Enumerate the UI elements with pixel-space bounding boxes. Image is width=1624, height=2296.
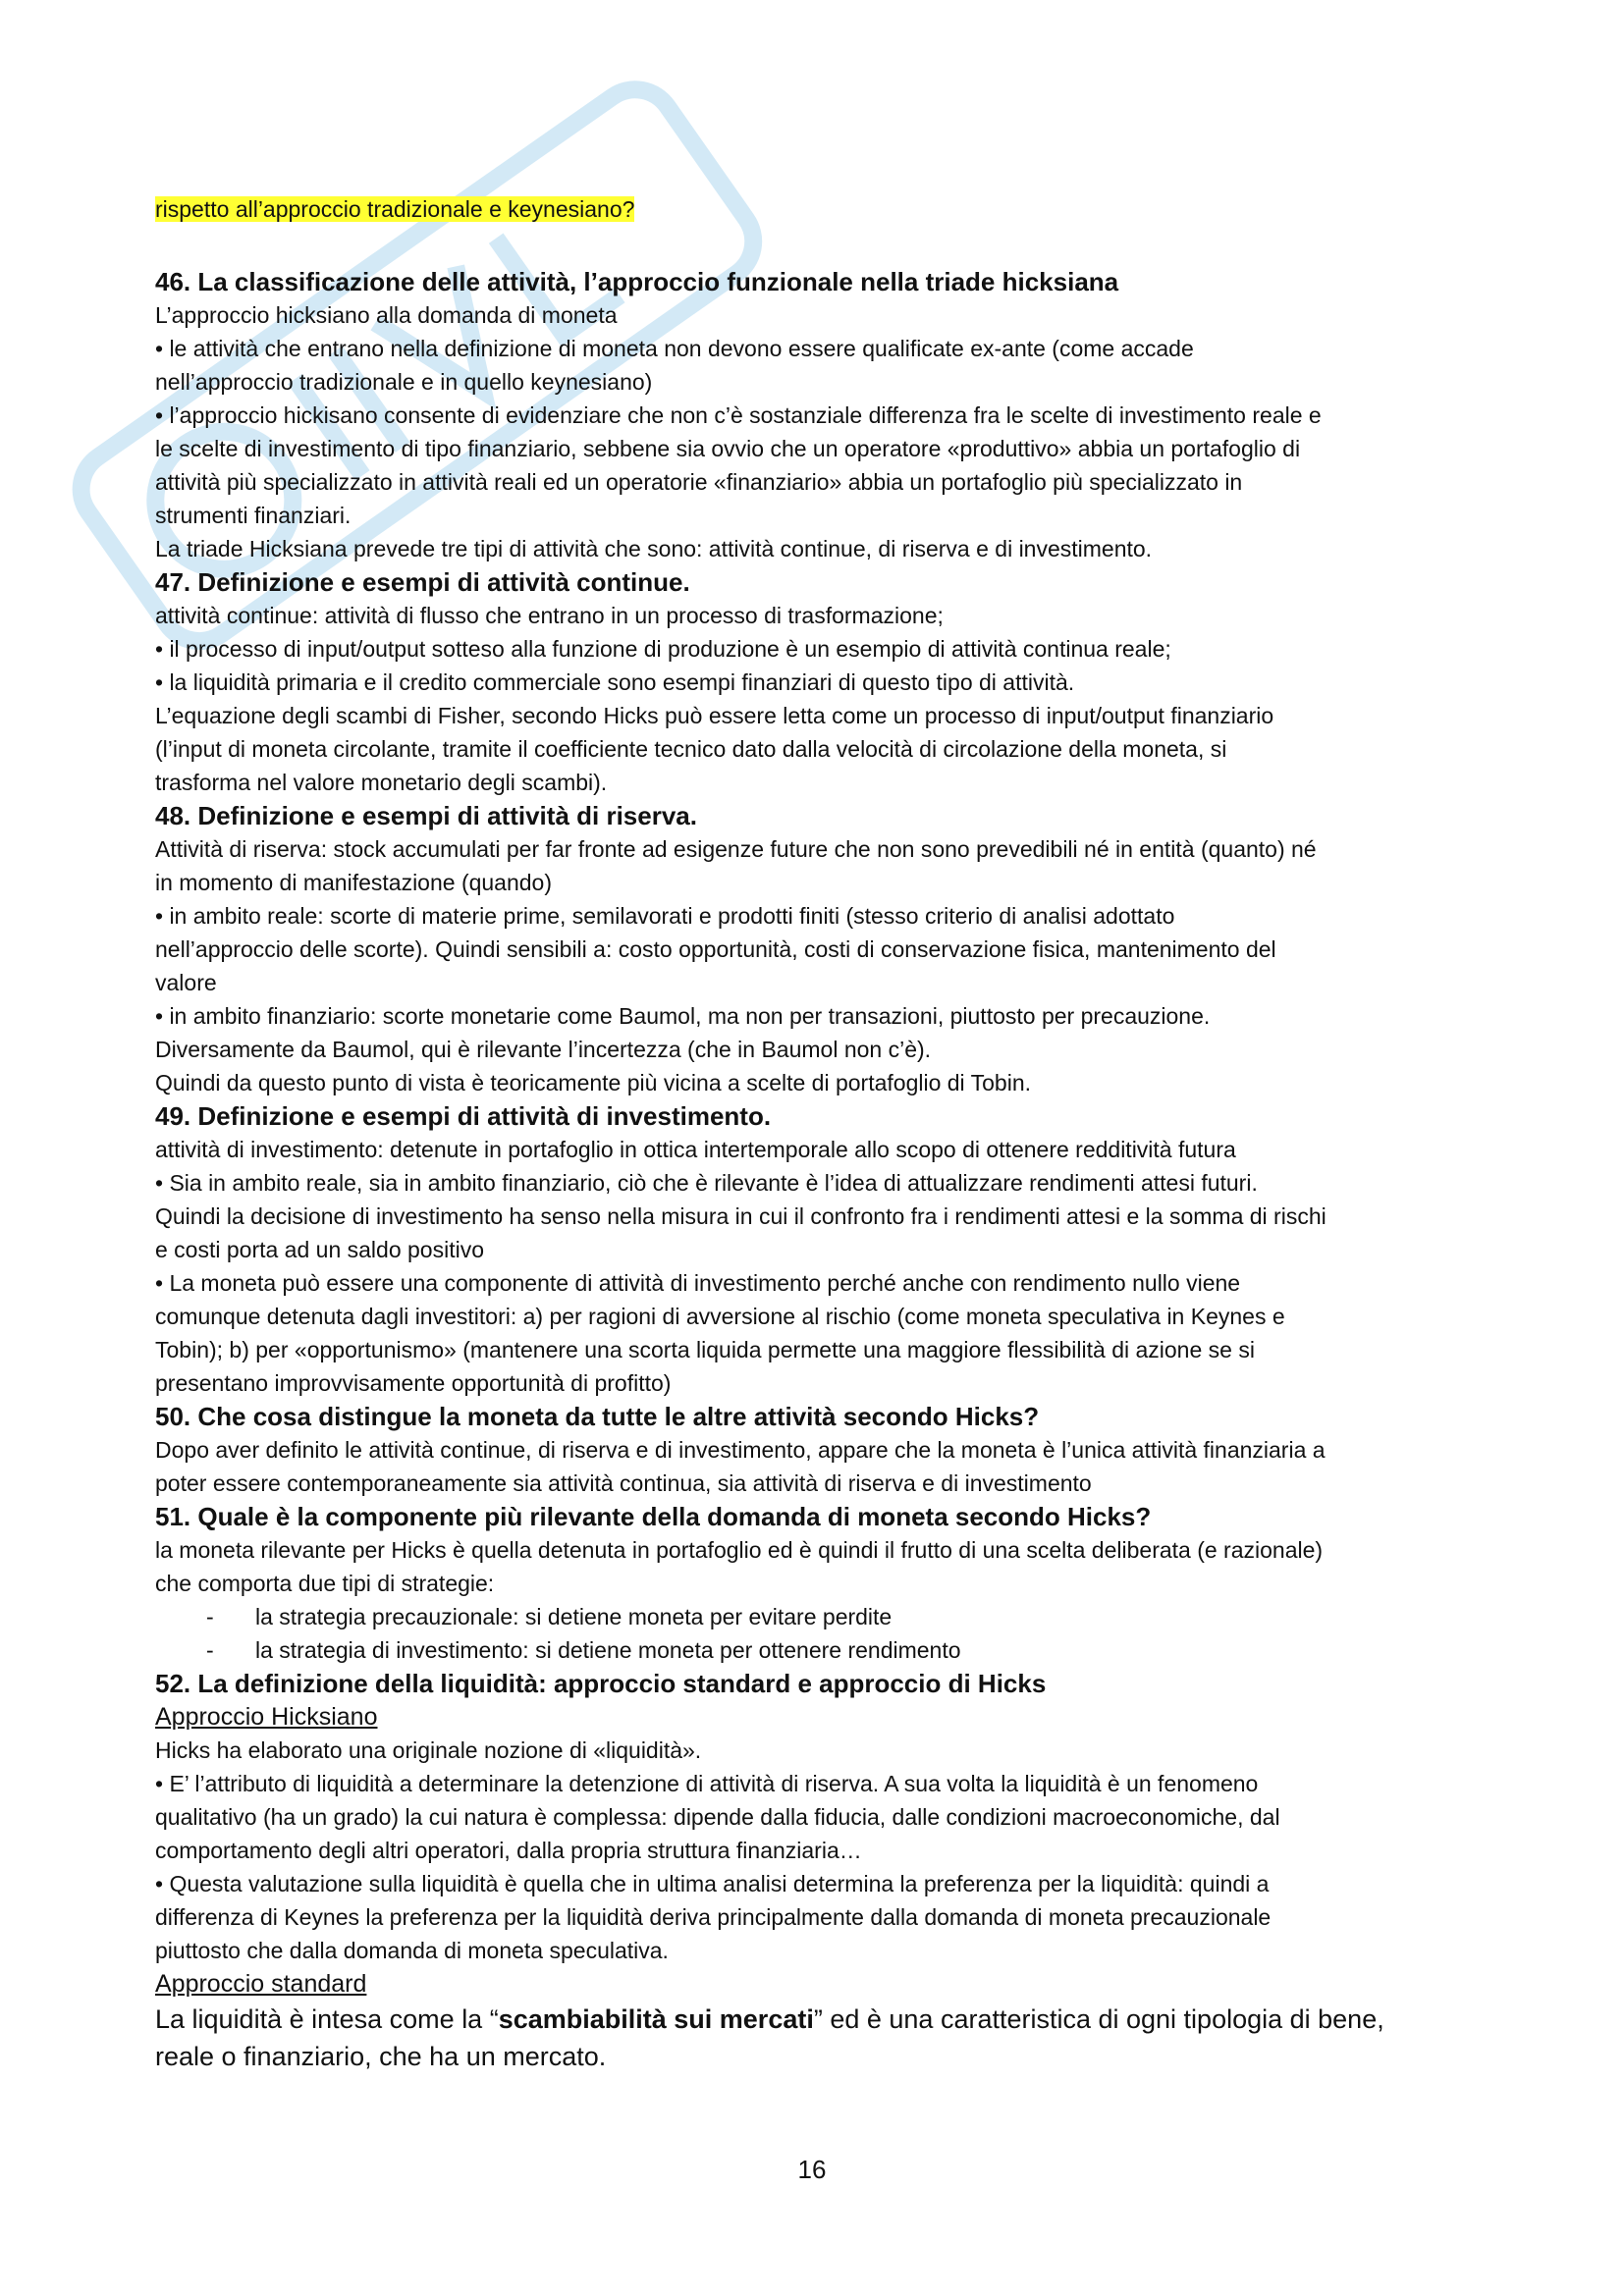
section-48-heading: 48. Definizione e esempi di attività di riserva. — [155, 801, 697, 830]
dash-list-item — [155, 1633, 1490, 1667]
subheading-standard-approach: Approccio standard — [155, 1970, 367, 1998]
section-46-line: strumenti finanziari. — [155, 503, 352, 528]
section-49-line: attività di investimento: detenute in portafoglio in ottica intertemporale allo scopo di ottenere redditività futura — [155, 1137, 1236, 1162]
section-51-line: la moneta rilevante per Hicks è quella detenuta in portafoglio ed è quindi il frutto di una scelta deliberata (e razionale) — [155, 1537, 1324, 1563]
section-46-line: La triade Hicksiana prevede tre tipi di attività che sono: attività continue, di riserva e di investimento. — [155, 536, 1153, 561]
section-52-line: • E’ l’attributo di liquidità a determinare la detenzione di attività di riserva. A sua volta la liquidità è un fenomeno — [155, 1771, 1259, 1796]
highlighted-question: rispetto all’approccio tradizionale e keynesiano? — [155, 196, 635, 222]
section-49-line: • La moneta può essere una componente di attività di investimento perché anche con rendimento nullo viene — [155, 1270, 1241, 1296]
section-48-line: Quindi da questo punto di vista è teoricamente più vicina a scelte di portafoglio di Tobin. — [155, 1070, 1032, 1095]
section-47-line: L’equazione degli scambi di Fisher, secondo Hicks può essere letta come un processo di input/output finanziario — [155, 703, 1274, 728]
section-49-line: Quindi la decisione di investimento ha senso nella misura in cui il confronto fra i rendimenti attesi e la somma di rischi — [155, 1203, 1326, 1229]
section-47-line: trasforma nel valore monetario degli scambi). — [155, 770, 608, 795]
section-47-line: attività continue: attività di flusso che entrano in un processo di trasformazione; — [155, 603, 944, 628]
page-number: 16 — [797, 2155, 827, 2184]
section-47-line: (l’input di moneta circolante, tramite il coefficiente tecnico dato dalla velocità di circolazione della moneta, si — [155, 736, 1227, 762]
dash-list-text: la strategia precauzionale: si detiene moneta per evitare perdite — [255, 1604, 893, 1629]
section-49-line: presentano improvvisamente opportunità di profitto) — [155, 1370, 672, 1396]
section-47-line: • la liquidità primaria e il credito commerciale sono esempi finanziari di questo tipo di attività. — [155, 669, 1075, 695]
section-49-heading: 49. Definizione e esempi di attività di investimento. — [155, 1101, 772, 1131]
section-52-line: • Questa valutazione sulla liquidità è quella che in ultima analisi determina la preferenza per la liquidità: quindi a — [155, 1871, 1270, 1896]
section-48-line: • in ambito finanziario: scorte monetarie come Baumol, ma non per transazioni, piuttosto per precauzione. — [155, 1003, 1211, 1029]
intro-line — [155, 192, 1490, 226]
subheading-hicksian-approach: Approccio Hicksiano — [155, 1703, 378, 1731]
dash-list-item — [155, 1600, 1490, 1633]
section-50-heading: 50. Che cosa distingue la moneta da tutte le altre attività secondo Hicks? — [155, 1402, 1040, 1431]
section-46-line: attività più specializzato in attività reali ed un operatorie «finanziario» abbia un portafoglio più specializzato in — [155, 469, 1243, 495]
definition-bold-term: scambiabilità sui mercati — [498, 2004, 814, 2034]
standard-definition-line: reale o finanziario, che ha un mercato. — [155, 2042, 607, 2071]
section-52-line: comportamento degli altri operatori, dalla propria struttura finanziaria… — [155, 1838, 862, 1863]
section-52-line: differenza di Keynes la preferenza per la liquidità deriva principalmente dalla domanda di moneta precauzionale — [155, 1904, 1272, 1930]
section-48-line: Diversamente da Baumol, qui è rilevante l’incertezza (che in Baumol non c’è). — [155, 1037, 932, 1062]
section-48-line: nell’approccio delle scorte). Quindi sensibili a: costo opportunità, costi di conservazione fisica, mantenimento del — [155, 936, 1276, 962]
section-46-line: • le attività che entrano nella definizione di moneta non devono essere qualificate ex-ante (come accade — [155, 336, 1194, 361]
section-49-line: comunque detenuta dagli investitori: a) per ragioni di avversione al rischio (come moneta speculativa in Keynes e — [155, 1304, 1285, 1329]
section-52-line: piuttosto che dalla domanda di moneta speculativa. — [155, 1938, 669, 1963]
section-51-line: che comporta due tipi di strategie: — [155, 1571, 495, 1596]
standard-definition-line — [155, 2001, 1490, 2038]
section-52-heading: 52. La definizione della liquidità: approccio standard e approccio di Hicks — [155, 1669, 1047, 1698]
section-47-line: • il processo di input/output sotteso alla funzione di produzione è un esempio di attività continua reale; — [155, 636, 1171, 662]
section-48-line: • in ambito reale: scorte di materie prime, semilavorati e prodotti finiti (stesso criterio di analisi adottato — [155, 903, 1175, 929]
section-49-line: Tobin); b) per «opportunismo» (mantenere una scorta liquida permette una maggiore flessibilità di azione se si — [155, 1337, 1255, 1362]
document-body — [155, 192, 1490, 2075]
section-49-line: • Sia in ambito reale, sia in ambito finanziario, ciò che è rilevante è l’idea di attualizzare rendimenti attesi futuri. — [155, 1170, 1258, 1196]
section-51-heading: 51. Quale è la componente più rilevante della domanda di moneta secondo Hicks? — [155, 1502, 1152, 1531]
section-46-line: nell’approccio tradizionale e in quello keynesiano) — [155, 369, 653, 395]
section-50-line: Dopo aver definito le attività continue, di riserva e di investimento, appare che la moneta è l’unica attività finanziaria a — [155, 1437, 1326, 1463]
section-47-heading: 47. Definizione e esempi di attività continue. — [155, 567, 690, 597]
section-49-line: e costi porta ad un saldo positivo — [155, 1237, 484, 1262]
dash-bullet: - — [206, 1637, 214, 1663]
section-46-heading: 46. La classificazione delle attività, l’approccio funzionale nella triade hicksiana — [155, 267, 1119, 296]
section-46-line: • l’approccio hickisano consente di evidenziare che non c’è sostanziale differenza fra le scelte di investimento reale e — [155, 402, 1322, 428]
definition-text: ” ed è una caratteristica di ogni tipologia di bene, — [813, 2004, 1384, 2034]
definition-text: La liquidità è intesa come la “ — [155, 2004, 499, 2034]
section-48-line: Attività di riserva: stock accumulati per far fronte ad esigenze future che non sono prevedibili né in entità (quanto) né — [155, 836, 1317, 862]
section-52-line: Hicks ha elaborato una originale nozione di «liquidità». — [155, 1737, 702, 1763]
dash-list-text: la strategia di investimento: si detiene moneta per ottenere rendimento — [255, 1637, 961, 1663]
section-46-line: le scelte di investimento di tipo finanziario, sebbene sia ovvio che un operatore «produttivo» abbia un portafoglio di — [155, 436, 1301, 461]
section-48-line: in momento di manifestazione (quando) — [155, 870, 553, 895]
section-50-line: poter essere contemporaneamente sia attività continua, sia attività di riserva e di investimento — [155, 1470, 1092, 1496]
section-52-line: qualitativo (ha un grado) la cui natura è complessa: dipende dalla fiducia, dalle condizioni macroeconomiche, dal — [155, 1804, 1280, 1830]
section-48-line: valore — [155, 970, 217, 995]
section-46-line: L’approccio hicksiano alla domanda di moneta — [155, 302, 618, 328]
dash-bullet: - — [206, 1604, 214, 1629]
